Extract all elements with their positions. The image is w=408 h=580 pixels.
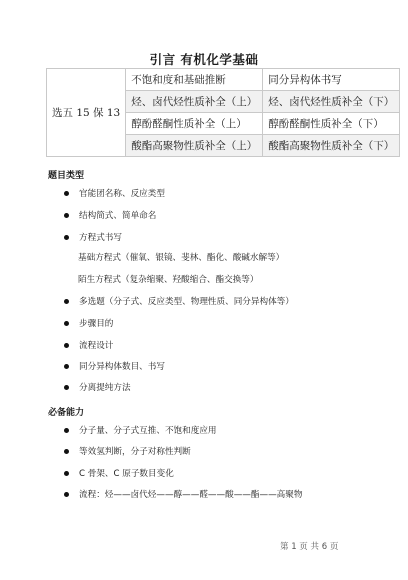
- list-item: [64, 488, 302, 500]
- sub-item: 基础方程式（催氧、银镜、斐林、酯化、酸碱水解等）: [78, 253, 285, 263]
- bullet-icon: [64, 385, 69, 390]
- list-item-text: 分子量、分子式互推、不饱和度应用: [79, 426, 217, 436]
- list-item: [64, 445, 191, 457]
- list-item-text: 流程设计: [79, 341, 114, 351]
- list-item: [64, 209, 156, 221]
- bullet-icon: [64, 299, 69, 304]
- bullet-icon: [64, 213, 69, 218]
- list-item-text: 同分异构体数目、书写: [79, 362, 165, 372]
- bullet-icon: [64, 428, 69, 433]
- list-item-text: C 骨架、C 原子数目变化: [79, 469, 174, 479]
- table-cell: 烃、卤代烃性质补全（上）: [126, 91, 263, 113]
- table-cell: 酸酯高聚物性质补全（上）: [126, 135, 263, 157]
- list-item-text: 等效氢判断，分子对称性判断: [79, 447, 191, 457]
- section-heading-abilities: 必备能力: [48, 408, 85, 418]
- table-row-label: 选五 15 保 13: [47, 69, 126, 157]
- list-item: [64, 339, 113, 351]
- list-item-text: 官能团名称、反应类型: [79, 189, 165, 199]
- list-item: [64, 467, 174, 479]
- bullet-icon: [64, 471, 69, 476]
- list-item: [64, 424, 217, 436]
- list-item: [64, 187, 165, 199]
- table-cell: 酸酯高聚物性质补全（下）: [263, 135, 400, 157]
- sub-item: 陌生方程式（复杂缩聚、羟酸缩合、酯交换等）: [78, 275, 259, 285]
- table-cell: 烃、卤代烃性质补全（下）: [263, 91, 400, 113]
- list-item: [64, 381, 131, 393]
- table-row: [47, 69, 400, 91]
- bullet-icon: [64, 321, 69, 326]
- list-item-text: 步骤目的: [79, 319, 114, 329]
- bullet-icon: [64, 191, 69, 196]
- list-item: [64, 360, 165, 372]
- table-cell: 醇酚醛酮性质补全（下）: [263, 113, 400, 135]
- bullet-icon: [64, 235, 69, 240]
- bullet-icon: [64, 364, 69, 369]
- list-item: [64, 295, 294, 307]
- list-item: [64, 317, 113, 329]
- table-cell: 醇酚醛酮性质补全（上）: [126, 113, 263, 135]
- table-cell: 同分异构体书写: [263, 69, 400, 91]
- list-item-text: 方程式书写: [79, 233, 122, 243]
- bullet-icon: [64, 449, 69, 454]
- course-table: [46, 68, 400, 157]
- list-item-text: 流程：烃——卤代烃——醇——醛——酸——酯——高聚物: [79, 490, 303, 500]
- list-item-text: 多选题（分子式、反应类型、物理性质、同分异构体等）: [79, 297, 294, 307]
- bullet-icon: [64, 492, 69, 497]
- table-cell: 不饱和度和基础推断: [126, 69, 263, 91]
- list-item: [64, 231, 122, 243]
- list-item-text: 结构简式、简单命名: [79, 211, 157, 221]
- page-footer: 第 1 页 共 6 页: [280, 542, 339, 552]
- section-heading-question-types: 题目类型: [48, 171, 85, 181]
- page-title: 引言 有机化学基础: [149, 52, 259, 67]
- bullet-icon: [64, 343, 69, 348]
- list-item-text: 分离提纯方法: [79, 383, 131, 393]
